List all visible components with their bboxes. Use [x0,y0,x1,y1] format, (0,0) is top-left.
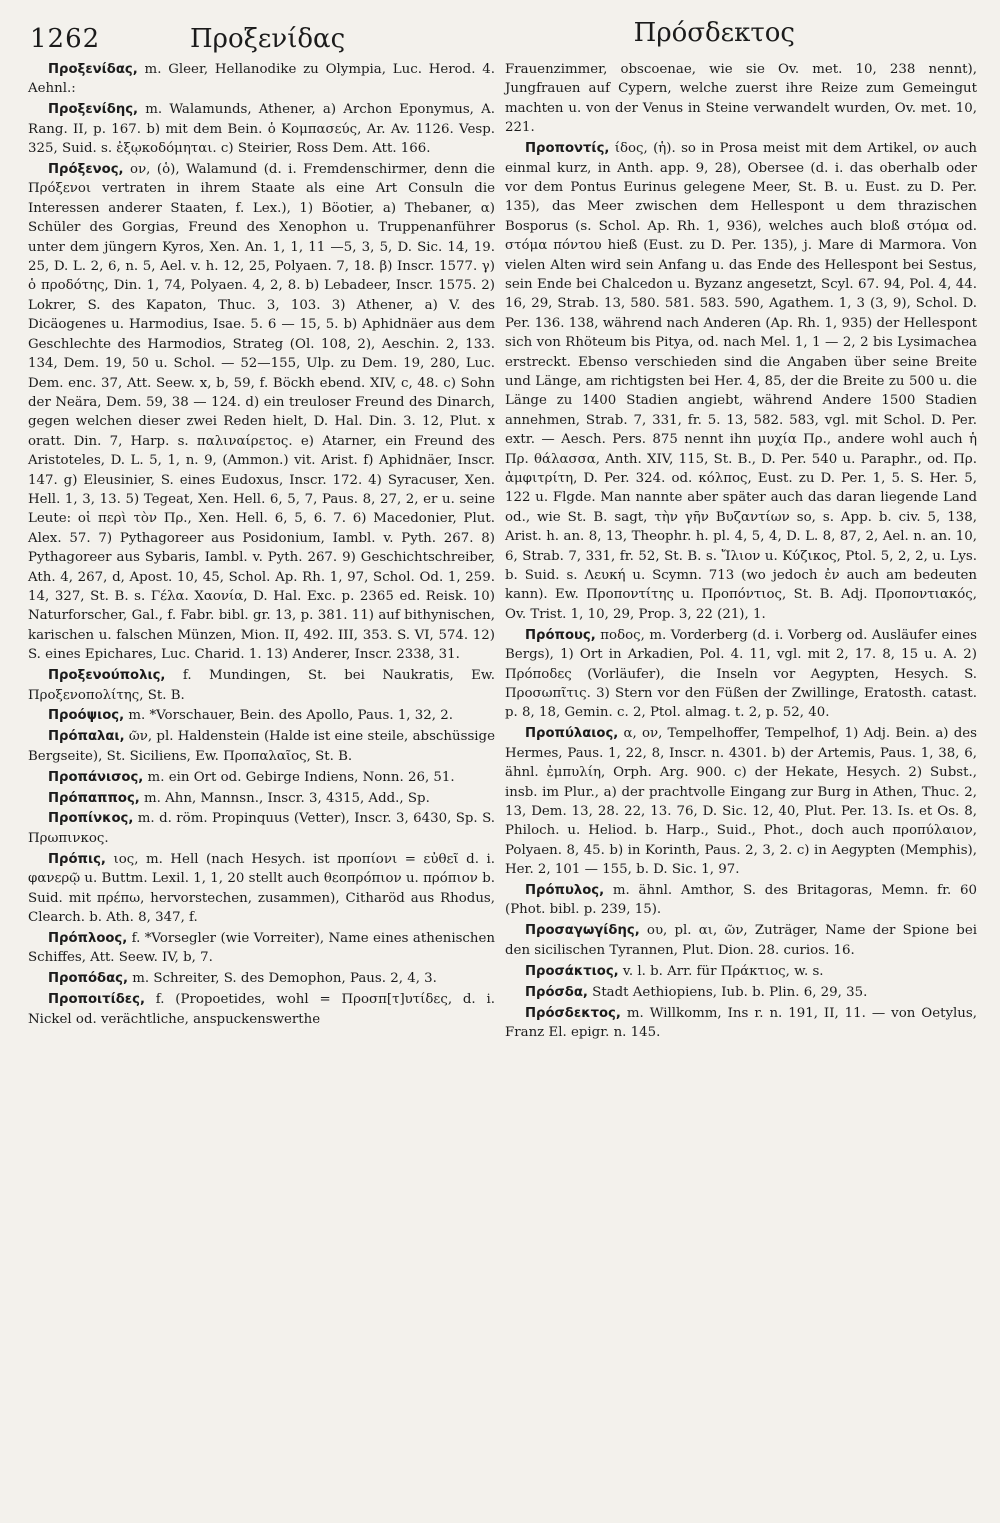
entry-text: v. l. b. Arr. für Πράκτιος, w. s. [618,963,824,979]
entry-text: m. Schreiter, S. des Demophon, Paus. 2, 4, 3. [127,971,437,987]
entry-text: ίδος, (ἡ). so in Prosa meist mit dem Artikel, ον auch einmal kurz, in Anth. app. 9, 28), Obersee (d. i. das oberhalb oder vor dem Pontus Eurinus gelegene Meer, St. B. u. Eust. zu D. Per. 135), das Meer zwischen dem Hellespont u dem thrazischen Bosporus (s. Schol. Ap. Rh. 1, 936), welches auch bloß στόμα od. στόμα πόντου hieß (Eust. zu D. Per. 135), j. Mare di Marmora. Von vielen Alten wird sein Anfang u. das Ende des Hellespont bei Sestus, sein Ende bei Chalcedon u. Byzanz angesetzt, Scyl. 67. 94, Pol. 4, 44. 16, 29, Strab. 13, 580. 581. 583. 590, Agathem. 1, 3 (3, 9), Schol. D. Per. 136. 138, während nach Anderen (Ap. Rh. 1, 935) der Hellespont sich von Rhöteum bis Pitya, od. nach Mel. 1, 1 — 2, 2 bis Lysimachea erstreckt. Ebenso verschieden sind die Angaben über seine Breite und Länge, am richtigsten bei Her. 4, 85, der die Breite zu 500 u. die Länge zu 1400 Stadien angiebt, während Andere 1500 Stadien annehmen, Strab. 7, 331, fr. 5. 13, 582. 583, vgl. mit Schol. D. Per. extr. — Aesch. Pers. 875 nennt ihn μυχία Πρ., andere wohl auch ἡ Πρ. θάλασσα, Anth. XIV, 115, St. B., D. Per. 540 u. Paraphr., od. Πρ. ἀμφιτρίτη, D. Per. 324. od. κόλπος, Eust. zu D. Per. 1, 5. S. Her. 5, 122 u. Flgde. Man nannte aber später auch das daran liegende Land od., wie St. B. sagt, τὴν γῆν Βυζαντίων so, s. App. b. civ. 5, 138, Arist. h. an. 8, 13, Theophr. h. pl. 4, 5, 4, D. L. 8, 87, 2, Ael. n. an. 10, 6, Strab. 7, 331, fr. 52, St. B. s. Ἴλιον u. Κύζικος, Ptol. 5, 2, 2, u. Lys. b. Suid. s. Λευκή u. Scymn. 713 (wo jedoch ἐν auch am bedeuten kann). Ew. Προποντίτης u. Προπόντιος, St. B. Adj. Προποντιακός, Ov. Trist. 1, 10, 29, Prop. 3, 22 (21), 1. [505,141,977,622]
entry-text: m. Ahn, Mannsn., Inscr. 3, 4315, Add., Sp. [139,790,430,806]
entry-text: ιος, m. Hell (nach Hesych. ist προπίονι = εὐθεῖ d. i. φανερῷ u. Buttm. Lexil. 1, 1, 20 stellt auch θεοπρόπιον u. πρόπιον b. Suid. mit πρέπω, hervorstechen, zusammen), Citharöd aus Rhodus, Clearch. b. Ath. 8, 347, f. [28,851,495,925]
left-running-head: Προξενίδας [190,24,346,54]
entry-headword: Πρόπυλος, [525,883,605,899]
entry-headword: Πρόσδα, [525,984,588,1000]
dictionary-entry [505,983,977,1002]
entry-text: m. d. röm. Propinquus (Vetter), Inscr. 3, 6430, Sp. S. Πρωπινκος. [28,811,495,846]
entry-headword: Προόψιος, [48,708,125,724]
entry-headword: Πρόσδεκτος, [525,1005,621,1021]
entry-text: f. Mundingen, St. bei Naukratis, Ew. Προξενοπολίτης, St. B. [28,668,495,703]
dictionary-entry [28,990,495,1029]
entry-headword: Προπόδας, [48,971,128,987]
entry-headword: Προπάνισος, [48,769,144,785]
entry-headword: Προσάκτιος, [525,963,619,979]
entry-headword: Προσαγωγίδης, [525,923,640,939]
entry-text: f. (Propoetides, wohl = Προσπ[τ]υτίδες, d. i. Nickel od. verächtliche, anspuckenswerthe [28,992,495,1027]
entry-headword: Πρόπις, [48,851,106,867]
entry-text: m. Willkomm, Ins r. n. 191, II, 11. — von Oetylus, Franz El. epigr. n. 145. [505,1005,977,1040]
dictionary-entry [28,666,495,705]
entry-headword: Πρόπαλαι, [48,729,125,745]
entry-headword: Προποντίς, [525,141,610,157]
entry-text: Frauenzimmer, obscoenae, wie sie Ov. met. 10, 238 nennt), Jungfrauen auf Cypern, welche zuerst ihre Reize zum Gemeingut machten u. von der Venus in Steine verwandelt wurden, Ov. met. 10, 221. [505,62,977,136]
dictionary-entry [28,706,495,725]
dictionary-entry [28,969,495,988]
entry-text: ποδος, m. Vorderberg (d. i. Vorberg od. Ausläufer eines Bergs), 1) Ort in Arkadien, Pol. 4. 11, vgl. mit 2, 17. 8, 15 u. A. 2) Πρόποδες (Vorläufer), die Inseln vor Aegypten, Hesych. S. Προσωπῖτις. 3) Stern vor den Füßen der Zwillinge, Eratosth. catast. p. 8, 18, Gemin. c. 2, Ptol. almag. t. 2, p. 52, 40. [505,627,977,721]
entry-headword: Προπίνκος, [48,811,134,827]
dictionary-entry [28,768,495,787]
dictionary-entry [28,160,495,665]
dictionary-entry [505,1004,977,1043]
entry-headword: Προποιτίδες, [48,992,145,1008]
entry-headword: Πρόπλοος, [48,930,128,946]
entry-headword: Προξενούπολις, [48,668,166,684]
dictionary-entry [28,809,495,848]
dictionary-entry [505,921,977,960]
entry-headword: Πρόπους, [525,627,596,643]
entry-text: ῶν, pl. Haldenstein (Halde ist eine steile, abschüssige Bergseite), St. Siciliens, Ew. Προπαλαῖος, St. B. [28,729,495,764]
right-column [505,60,977,1044]
entry-headword: Προπύλαιος, [525,726,619,742]
dictionary-entry [28,929,495,968]
dictionary-entry [505,60,977,138]
entry-text: ου, pl. αι, ῶν, Zuträger, Name der Spione bei den sicilischen Tyrannen, Plut. Dion. 28. curios. 16. [505,923,977,958]
dictionary-entry [28,789,495,808]
right-running-head: Πρόσδεκτος [633,18,795,48]
dictionary-entry [505,626,977,723]
entry-headword: Πρόξενος, [48,162,124,178]
dictionary-entry [28,727,495,766]
entry-text: m. Walamunds, Athener, a) Archon Eponymus, A. Rang. II, p. 167. b) mit dem Bein. ὁ Κομπασεύς, Ar. Av. 1126. Vesp. 325, Suid. s. ἐξῳκοδόμηται. c) Steirier, Ross Dem. Att. 166. [28,102,495,157]
dictionary-entry [505,139,977,624]
entry-headword: Προξενίδας, [48,62,138,77]
dictionary-entry [28,100,495,158]
dictionary-entry [505,881,977,920]
entry-text: α, ον, Tempelhoffer, Tempelhof, 1) Adj. Bein. a) des Hermes, Paus. 1, 22, 8, Inscr. n. 4301. b) der Artemis, Paus. 1, 38, 6, ähnl. ἐμπυλίη, Orph. Arg. 900. c) der Hekate, Hesych. 2) Subst., insb. im Plur., a) der prachtvolle Eingang zur Burg in Athen, Thuc. 2, 13, Dem. 13, 28. 22, 13. 76, D. Sic. 12, 40, Plut. Per. 13. Is. et Os. 8, Philoch. u. Heliod. b. Harp., Suid., Phot., doch auch προπύλαιον, Polyaen. 8, 45. b) in Korinth, Paus. 2, 3, 2. c) in Aegypten (Memphis), Her. 2, 101 — 155, b. D. Sic. 1, 97. [505,726,977,878]
dictionary-entry [28,60,495,99]
page-number: 1262 [30,24,101,54]
entry-text: m. *Vorschauer, Bein. des Apollo, Paus. 1, 32, 2. [124,708,453,724]
dictionary-entry [505,962,977,981]
entry-text: m. ähnl. Amthor, S. des Britagoras, Memn. fr. 60 (Phot. bibl. p. 239, 15). [505,883,977,918]
dictionary-entry [28,850,495,928]
entry-text: m. Gleer, Hellanodike zu Olympia, Luc. Herod. 4. Aehnl.: [28,62,495,97]
entry-text: Stadt Aethiopiens, Iub. b. Plin. 6, 29, 35. [587,984,868,1000]
dictionary-entry [505,724,977,879]
entry-text: ον, (ὁ), Walamund (d. i. Fremdenschirmer, denn die Πρόξενοι vertraten in ihrem Staate als eine Art Consuln die Interessen anderer Staaten, f. Lex.), 1) Böotier, a) Thebaner, α) Schüler des Gorgias, Freund des Xenophon u. Truppenanführer unter dem jüngern Kyros, Xen. An. 1, 1, 11 —5, 3, 5, D. Sic. 14, 19. 25, D. L. 2, 6, n. 5, Ael. v. h. 12, 25, Polyaen. 7, 18. β) Inscr. 1577. γ) ὁ προδότης, Din. 1, 74, Polyaen. 4, 2, 8. b) Lebadeer, Inscr. 1575. 2) Lokrer, S. des Kapaton, Thuc. 3, 103. 3) Athener, a) V. des Dicäogenes u. Harmodius, Isae. 5. 6 — 15, 5. b) Aphidnäer aus dem Geschlechte des Harmodios, Strateg (Ol. 108, 2), Aeschin. 2, 133. 134, Dem. 19, 50 u. Schol. — 52—155, Ulp. zu Dem. 19, 280, Luc. Dem. enc. 37, Att. Seew. x, b, 59, f. Böckh ebend. XIV, c, 48. c) Sohn der Neära, Dem. 59, 38 — 124. d) ein treuloser Freund des Dinarch, gegen welchen dieser zwei Reden hielt, D. Hal. Din. 3. 12, Plut. x oratt. Din. 7, Harp. s. παλιναίρετος. e) Atarner, ein Freund des Aristoteles, D. L. 5, 1, n. 9, (Ammon.) vit. Arist. f) Aphidnäer, Inscr. 147. g) Eleusinier, S. eines Eudoxus, Inscr. 172. 4) Syracuser, Xen. Hell. 1, 3, 13. 5) Tegeat, Xen. Hell. 6, 5, 7, Paus. 8, 27, 2, er u. seine Leute: οἱ περὶ τὸν Πρ., Xen. Hell. 6, 5, 6. 7. 6) Macedonier, Plut. Alex. 57. 7) Pythagoreer aus Posidonium, Iambl. v. Pyth. 267. 8) Pythagoreer aus Sybaris, Iambl. v. Pyth. 267. 9) Geschichtschreiber, Ath. 4, 267, d, Apost. 10, 45, Schol. Ap. Rh. 1, 97, Schol. Od. 1, 259. 14, 327, St. B. s. Γέλα. Χαονία, D. Hal. Exc. p. 2365 ed. Reisk. 10) Naturforscher, Gal., f. Fabr. bibl. gr. 13, p. 381. 11) auf bithynischen, karischen u. falschen Münzen, Mion. II, 492. III, 353. S. VI, 574. 12) S. eines Epichares, Luc. Charid. 1. 13) Anderer, Inscr. 2338, 31. [28,162,495,663]
entry-headword: Προξενίδης, [48,102,139,118]
entry-headword: Πρόπαππος, [48,790,140,806]
entry-text: m. ein Ort od. Gebirge Indiens, Nonn. 26, 51. [143,769,455,785]
left-column [28,60,495,1030]
entry-text: f. *Vorsegler (wie Vorreiter), Name eines athenischen Schiffes, Att. Seew. IV, b, 7. [28,930,495,966]
